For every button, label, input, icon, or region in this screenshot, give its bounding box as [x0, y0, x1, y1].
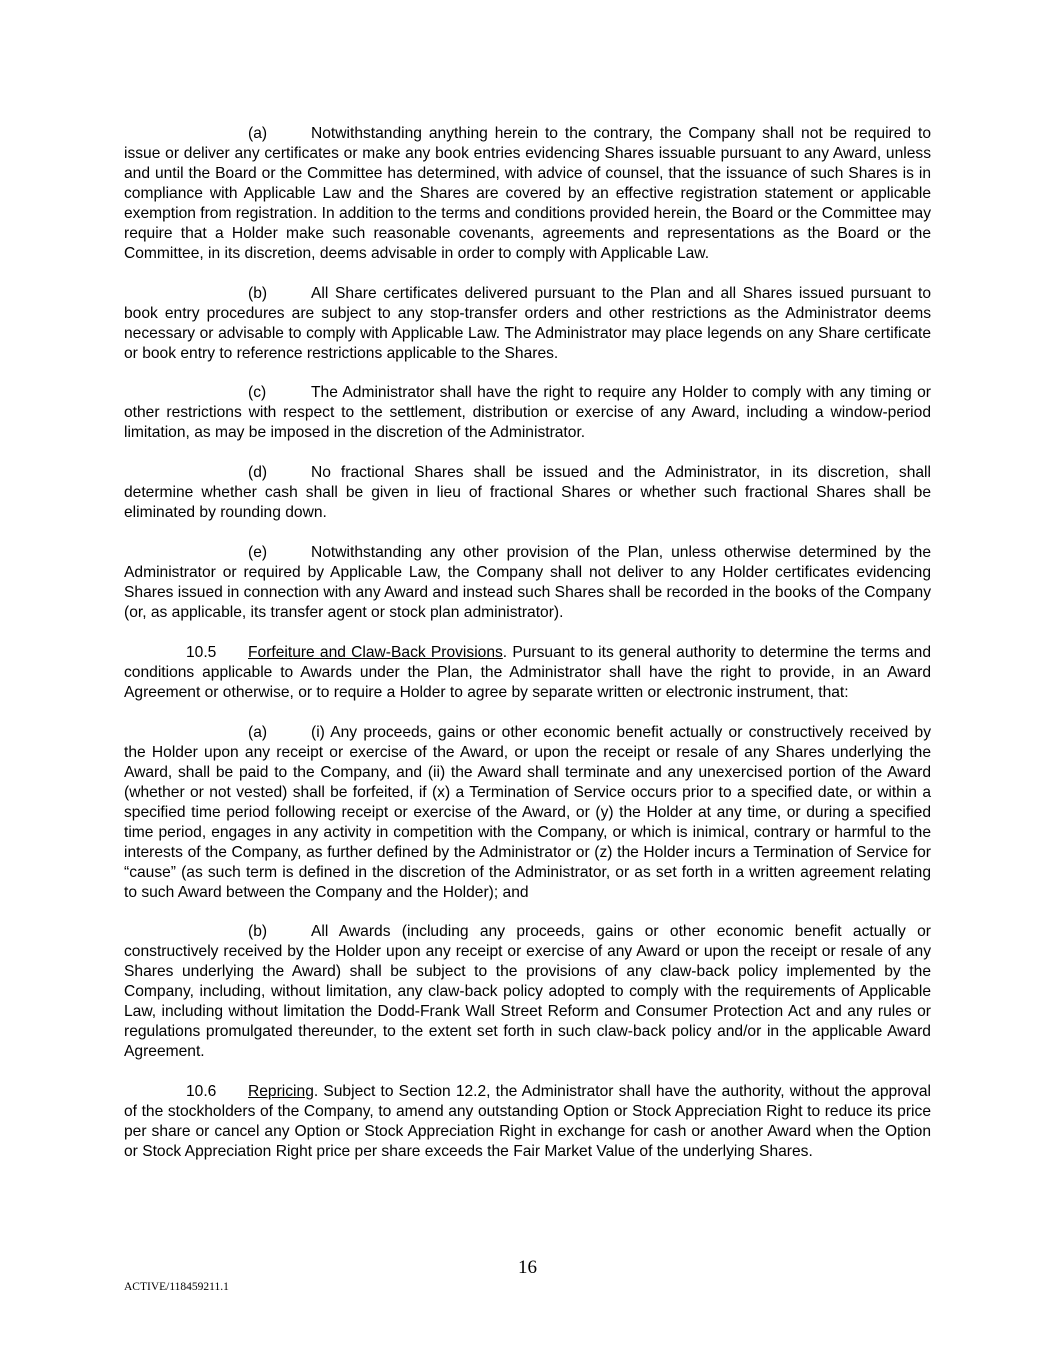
paragraph-label: (b) — [248, 284, 268, 302]
paragraph-text: All Share certificates delivered pursuant to the Plan and all Shares issued pursuant to book entry procedures are subject to any stop-transfer orders and other restrictions as the Administrator deems necessary or advisable to comply with Applicable Law. The Administrator may place legends on any Share certificate or book entry to reference restrictions applicable to the Shares. — [124, 284, 931, 362]
paragraph-label: (d) — [248, 464, 268, 482]
document-body — [124, 124, 931, 1182]
paragraph-label: (a) — [248, 125, 268, 142]
paragraph-label: (a) — [248, 723, 268, 741]
paragraph-e — [124, 543, 931, 623]
section-text: . Subject to Section 12.2, the Administrator shall have the authority, without the approval of the stockholders of the Company, to amend any outstanding Option or Stock Appreciation Right to reduce its price per share or cancel any Option or Stock Appreciation Right in exchange for cash or another Award when the Option or Stock Appreciation Right price per share exceeds the Fair Market Value of the underlying Shares. — [124, 1083, 931, 1160]
paragraph-text: (i) Any proceeds, gains or other economic benefit actually or constructively received by the Holder upon any receipt or exercise of the Award, or upon the receipt or resale of any Shares underlying the Award, shall be paid to the Company, and (ii) the Award shall terminate and any unexercised portion of the Award (whether or not vested) shall be forfeited, if (x) a Termination of Service occurs prior to a specified date, or within a specified time period following receipt or exercise of the Award, or (y) the Holder at any time, or during a specified time period, engages in any activity in competition with the Company, or which is inimical, contrary or harmful to the interests of the Company, as further defined by the Administrator or (z) the Holder incurs a Termination of Service for “cause” (as such term is defined in the discretion of the Administrator, or as set forth in a written agreement relating to such Award between the Company and the Holder); and — [124, 723, 931, 901]
paragraph-d — [124, 463, 931, 523]
section-10-5-item-b — [124, 922, 931, 1062]
page-number: 16 — [518, 1257, 537, 1278]
section-10-5-item-a — [124, 723, 931, 903]
section-heading: Forfeiture and Claw-Back Provisions — [248, 644, 503, 662]
paragraph-text: Notwithstanding any other provision of the Plan, unless otherwise determined by the Administrator or required by Applicable Law, the Company shall not deliver to any Holder certificates evidencing Shares issued in connection with any Award and instead such Shares shall be recorded in the books of the Company (or, as applicable, its transfer agent or stock plan administrator). — [124, 544, 931, 622]
document-id: ACTIVE/118459211.1 — [124, 1281, 229, 1293]
section-text: . Pursuant to its general authority to determine the terms and conditions applicable to Awards under the Plan, the Administrator shall have the right to provide, in an Award Agreement or otherwise, or to require a Holder to agree by separate written or electronic instrument, that: — [124, 644, 931, 701]
paragraph-c — [124, 383, 931, 443]
paragraph-label: (e) — [248, 544, 268, 562]
paragraph-b — [124, 284, 931, 364]
paragraph-text: The Administrator shall have the right to require any Holder to comply with any timing or other restrictions with respect to the settlement, distribution or exercise of any Award, including a window-period limitation, as may be imposed in the discretion of the Administrator. — [124, 384, 931, 442]
paragraph-label: (b) — [248, 923, 268, 941]
section-10-6 — [124, 1082, 931, 1162]
paragraph-a — [124, 124, 931, 264]
paragraph-label: (c) — [248, 384, 267, 402]
section-number: 10.6 — [186, 1083, 217, 1101]
section-heading: Repricing — [248, 1083, 314, 1101]
paragraph-text: No fractional Shares shall be issued and the Administrator, in its discretion, shall determine whether cash shall be given in lieu of fractional Shares or whether such fractional Shares shall be eliminated by rounding down. — [124, 464, 931, 522]
paragraph-text: Notwithstanding anything herein to the contrary, the Company shall not be required to issue or deliver any certificates or make any book entries evidencing Shares issuable pursuant to any Award, unless and until the Board or the Committee has determined, with advice of counsel, that the issuance of such Shares is in compliance with Applicable Law and the Shares are covered by an effective registration statement or applicable exemption from registration. In addition to the terms and conditions provided herein, the Board or the Committee may require that a Holder make such reasonable covenants, agreements and representations as the Board or the Committee, in its discretion, deems advisable in order to comply with Applicable Law. — [124, 125, 931, 262]
paragraph-text: All Awards (including any proceeds, gains or other economic benefit actually or constructively received by the Holder upon any receipt or exercise of any Award or upon the receipt or resale of any Shares underlying the Award) shall be subject to the provisions of any claw-back policy implemented by the Company, including, without limitation, any claw-back policy adopted to comply with the requirements of Applicable Law, including without limitation the Dodd-Frank Wall Street Reform and Consumer Protection Act and any rules or regulations promulgated thereunder, to the extent set forth in such claw-back policy and/or in the applicable Award Agreement. — [124, 923, 931, 1061]
section-10-5 — [124, 643, 931, 703]
section-number: 10.5 — [186, 644, 217, 662]
